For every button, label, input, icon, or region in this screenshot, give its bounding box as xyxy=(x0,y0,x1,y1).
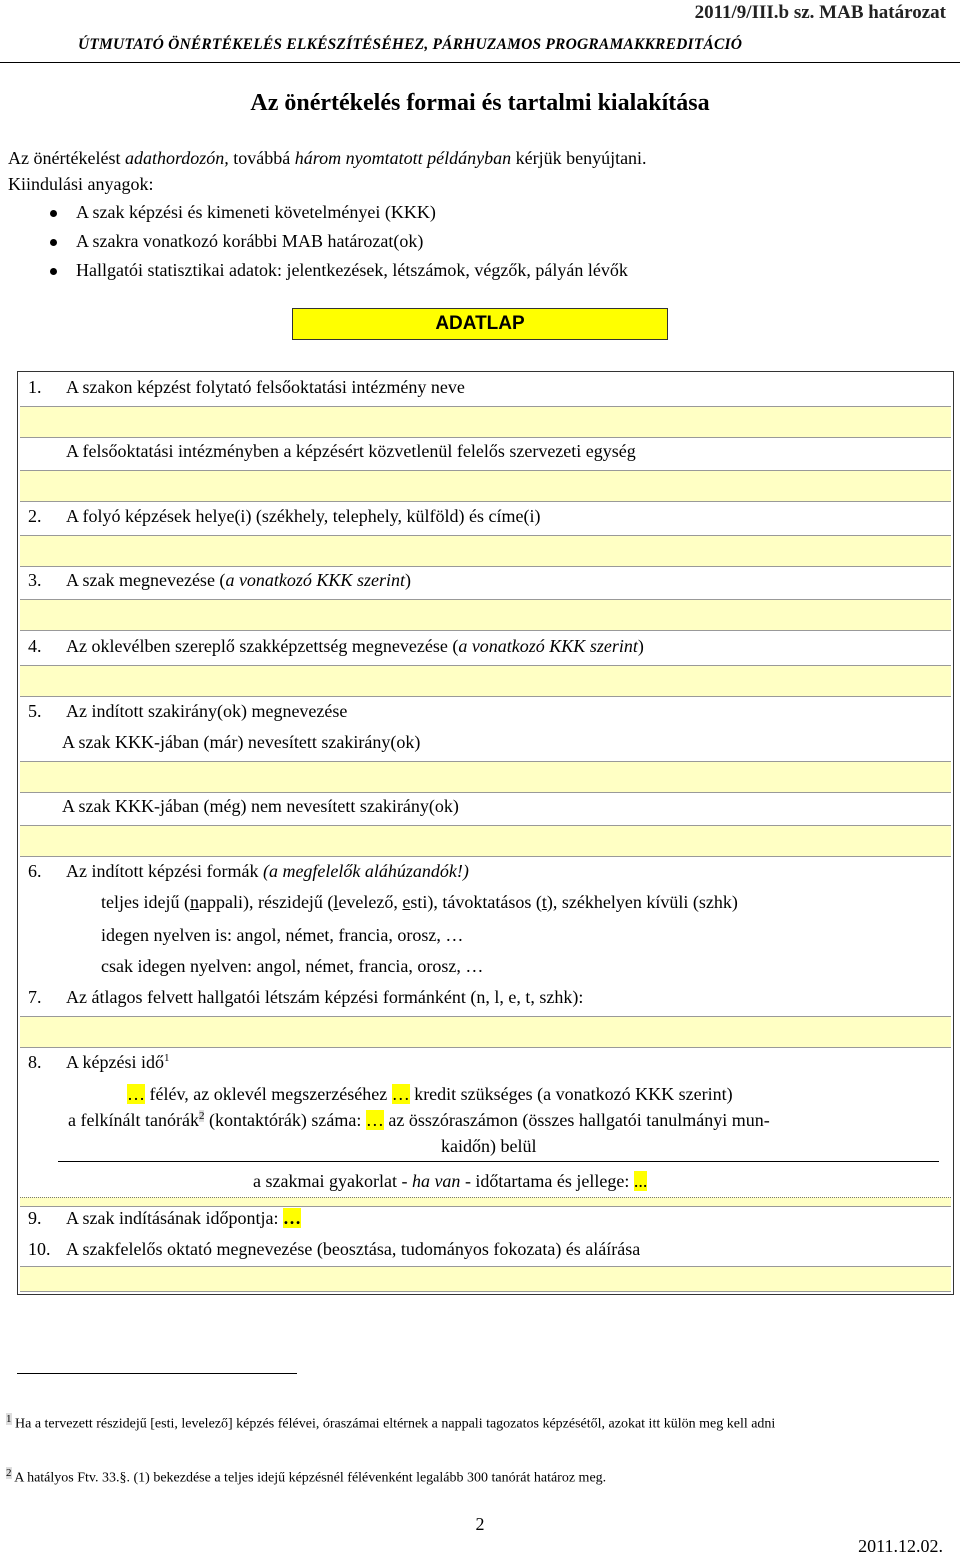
question-number: 6. xyxy=(28,861,42,881)
source-materials-list xyxy=(48,198,628,285)
named-specialization-field[interactable] xyxy=(20,761,951,793)
question-number: 8. xyxy=(28,1052,42,1072)
list-item-text: A szak képzési és kimeneti követelményei (KKK) xyxy=(76,202,436,222)
question-text: A szak KKK-jában (már) nevesített szakirány(ok) xyxy=(62,732,421,752)
intro-part: Az önértékelést xyxy=(8,148,125,168)
text-part: - időtartama és jellege: xyxy=(460,1171,634,1191)
question-text: A szak KKK-jában (még) nem nevesített szakirány(ok) xyxy=(62,796,459,816)
enrolled-students-field[interactable] xyxy=(20,1016,951,1048)
question-number: 5. xyxy=(28,701,42,721)
source-materials-heading: Kiindulási anyagok: xyxy=(8,174,154,194)
text-part: A szak indításának időpontja: xyxy=(66,1208,283,1228)
text-part: a vonatkozó KKK szerint xyxy=(458,636,638,656)
question-number: 3. xyxy=(28,570,42,590)
bullet-icon xyxy=(50,268,57,275)
internship-field[interactable] xyxy=(20,1197,951,1207)
question-text: A folyó képzések helye(i) (székhely, telephely, külföld) és címe(i) xyxy=(66,506,541,526)
option-t[interactable]: t xyxy=(541,892,547,912)
text-part: teljes idejű ( xyxy=(101,892,190,912)
question-number: 4. xyxy=(28,636,42,656)
text-part: kredit szükséges (a vonatkozó KKK szerint) xyxy=(409,1084,733,1104)
question-text xyxy=(66,1052,169,1073)
question-number: 1. xyxy=(28,377,42,397)
text-part: evelező, xyxy=(338,892,403,912)
text-part: a vonatkozó KKK szerint xyxy=(225,570,405,590)
text-part: (kontaktórák) száma: xyxy=(204,1110,366,1130)
unnamed-specialization-field[interactable] xyxy=(20,825,951,857)
intro-text xyxy=(8,148,647,169)
footnote-text: Ha a tervezett részidejű [esti, levelező] képzés félévei, óraszámai eltérnek a nappali tagozatos képzésétől, azokat itt külön meg kell adni xyxy=(15,1416,776,1432)
list-item xyxy=(48,256,628,285)
training-location-field[interactable] xyxy=(20,535,951,567)
text-part: appali), részidejű ( xyxy=(198,892,334,912)
text-part: ) xyxy=(637,636,644,656)
intro-part: továbbá xyxy=(228,148,295,168)
question-number: 2. xyxy=(28,506,42,526)
list-item xyxy=(48,198,628,227)
text-part: sti), távoktatásos ( xyxy=(410,892,542,912)
list-item xyxy=(48,227,628,256)
question-text: Az átlagos felvett hallgatói létszám képzési formánként (n, l, e, t, szhk): xyxy=(66,987,584,1007)
text-part: az összóraszámon (összes hallgatói tanulmányi mun- xyxy=(383,1110,770,1130)
question-text: A szakon képzést folytató felsőoktatási intézmény neve xyxy=(66,377,465,397)
list-item-text: Hallgatói statisztikai adatok: jelentkezések, létszámok, végzők, pályán lévők xyxy=(76,260,628,280)
question-text: Az indított szakirány(ok) megnevezése xyxy=(66,701,348,721)
question-text xyxy=(66,861,469,882)
text-part: a szakmai gyakorlat - xyxy=(253,1171,412,1191)
text-part: A képzési idő xyxy=(66,1052,164,1072)
bullet-icon xyxy=(50,239,57,246)
credits-value[interactable]: … xyxy=(391,1084,410,1104)
training-forms-line xyxy=(101,892,738,913)
question-text: A felsőoktatási intézményben a képzésért közvetlenül felelős szervezeti egység xyxy=(66,441,636,461)
bullet-icon xyxy=(50,210,57,217)
internship-line xyxy=(253,1171,647,1192)
divider xyxy=(58,1161,939,1162)
datasheet-form xyxy=(17,371,954,1295)
text-part: ), székhelyen kívüli (szhk) xyxy=(546,892,738,912)
option-l[interactable]: l xyxy=(333,892,339,912)
option-e[interactable]: e xyxy=(402,892,411,912)
text-part: Az indított képzési formák xyxy=(66,861,263,881)
footnote-ref[interactable]: 1 xyxy=(163,1052,170,1064)
text-part: a felkínált tanórák xyxy=(68,1110,199,1130)
question-text xyxy=(66,570,411,591)
question-number: 7. xyxy=(28,987,42,1007)
document-date: 2011.12.02. xyxy=(858,1536,943,1556)
internship-value[interactable]: ... xyxy=(633,1171,648,1191)
text-part: félév, az oklevél megszerzéséhez xyxy=(145,1084,392,1104)
intro-media: adathordozón, xyxy=(124,148,229,168)
start-date-value[interactable]: … xyxy=(282,1208,301,1228)
text-part: Az oklevélben szereplő szakképzettség megnevezése ( xyxy=(66,636,459,656)
responsible-instructor-field[interactable] xyxy=(20,1266,951,1292)
question-number: 10. xyxy=(28,1239,51,1259)
footnote-number: 2 xyxy=(6,1467,12,1479)
foreign-language-also-line: idegen nyelven is: angol, német, francia, orosz, … xyxy=(101,925,464,945)
footnote-separator xyxy=(17,1373,297,1374)
foreign-language-only-line: csak idegen nyelven: angol, német, francia, orosz, … xyxy=(101,956,484,976)
contact-hours-line-cont: kaidőn) belül xyxy=(441,1136,537,1156)
question-number: 9. xyxy=(28,1208,42,1228)
footnote-1 xyxy=(6,1408,951,1436)
question-text xyxy=(66,1208,301,1229)
option-n[interactable]: n xyxy=(189,892,199,912)
text-part: A szak megnevezése ( xyxy=(66,570,226,590)
org-unit-field[interactable] xyxy=(20,470,951,502)
footnote-number: 1 xyxy=(6,1413,12,1425)
list-item-text: A szakra vonatkozó korábbi MAB határozat(ok) xyxy=(76,231,424,251)
question-text xyxy=(66,636,644,657)
footnote-2 xyxy=(6,1462,951,1490)
contact-hours-value[interactable]: … xyxy=(365,1110,384,1130)
semester-credits-line xyxy=(127,1084,733,1105)
datasheet-title: ADATLAP xyxy=(292,308,668,340)
text-part: ha van xyxy=(411,1171,461,1191)
program-name-field[interactable] xyxy=(20,599,951,631)
institution-name-field[interactable] xyxy=(20,406,951,438)
document-code: 2011/9/III.b sz. MAB határozat xyxy=(694,2,946,23)
contact-hours-line xyxy=(68,1110,770,1131)
footnote-text: A hatályos Ftv. 33.§. (1) bekezdése a teljes idejű képzésnél félévenként legalább 300 tanórát határoz meg. xyxy=(14,1470,607,1486)
text-part: (a megfelelők aláhúzandók!) xyxy=(262,861,469,881)
footnote-ref[interactable]: 2 xyxy=(198,1110,205,1122)
header-rule xyxy=(0,62,960,63)
intro-copies: három nyomtatott példányban xyxy=(294,148,512,168)
page-title: Az önértékelés formai és tartalmi kialakítása xyxy=(250,90,710,116)
semesters-value[interactable]: … xyxy=(127,1084,145,1104)
header-subtitle: ÚTMUTATÓ ÖNÉRTÉKELÉS ELKÉSZÍTÉSÉHEZ, PÁRHUZAMOS PROGRAMAKKREDITÁCIÓ xyxy=(78,36,743,53)
text-part: ) xyxy=(404,570,411,590)
qualification-name-field[interactable] xyxy=(20,665,951,697)
page-number: 2 xyxy=(475,1514,485,1534)
intro-part: kérjük benyújtani. xyxy=(511,148,647,168)
question-text: A szakfelelős oktató megnevezése (beosztása, tudományos fokozata) és aláírása xyxy=(66,1239,641,1259)
